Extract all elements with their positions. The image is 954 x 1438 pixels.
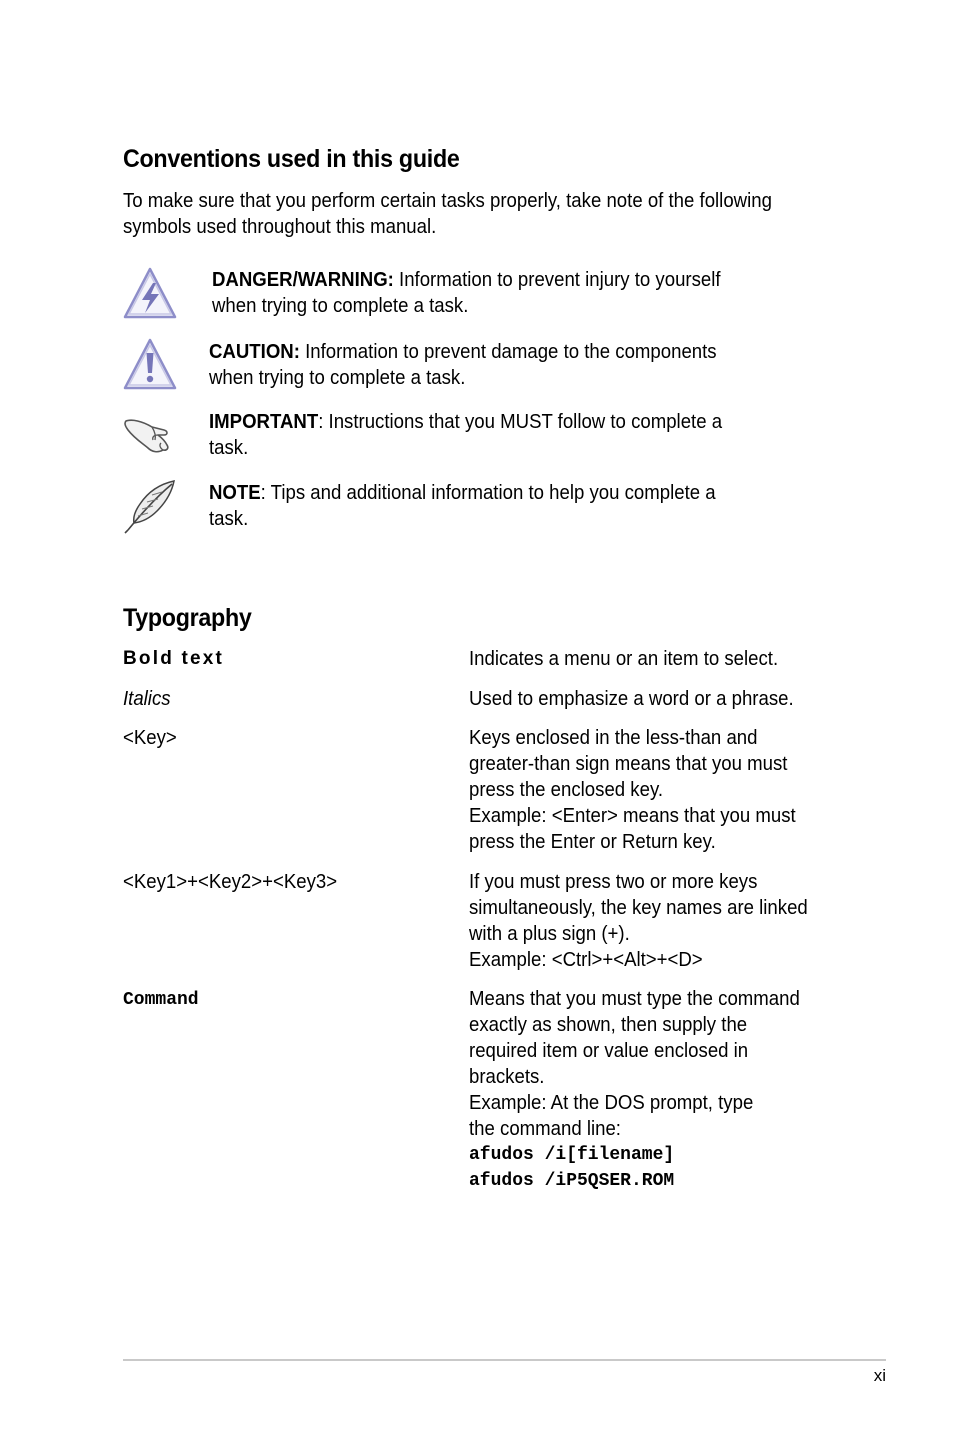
desc-line: Indicates a menu or an item to select.	[469, 648, 779, 670]
desc-line: Example: <Enter> means that you must	[469, 805, 796, 827]
typo-desc-bold	[469, 646, 778, 672]
desc-line: greater-than sign means that you must	[469, 753, 788, 775]
desc-line: brackets.	[469, 1066, 545, 1088]
note-label: NOTE	[209, 482, 261, 504]
desc-line: required item or value enclosed in	[469, 1040, 749, 1062]
typo-desc-key-combo	[469, 869, 808, 973]
note-note	[209, 480, 716, 532]
note-text-line-2: task.	[209, 437, 249, 459]
note-text: Information to prevent injury to yourself	[393, 269, 721, 291]
page-number: xi	[873, 1366, 886, 1385]
desc-line: Means that you must type the command	[469, 988, 800, 1010]
typo-term-key-combo: <Key1>+<Key2>+<Key3>	[123, 871, 338, 893]
desc-line: with a plus sign (+).	[469, 923, 630, 945]
note-text: Information to prevent damage to the components	[299, 341, 717, 363]
note-label: DANGER/WARNING:	[212, 269, 394, 291]
code-example: afudos /i[filename]	[469, 1145, 675, 1165]
note-feather-icon	[122, 478, 178, 534]
important-note	[209, 409, 722, 461]
code-example: afudos /iP5QSER.ROM	[469, 1171, 675, 1191]
caution-note	[209, 339, 717, 391]
intro-line-2: symbols used throughout this manual.	[123, 216, 437, 238]
note-label: IMPORTANT	[209, 411, 319, 433]
conventions-heading: Conventions used in this guide	[123, 145, 460, 173]
note-text-line-2: task.	[209, 508, 249, 530]
typo-term-command: Command	[123, 990, 199, 1010]
conventions-intro	[123, 188, 772, 240]
typo-desc-key	[469, 725, 796, 855]
note-label: CAUTION:	[209, 341, 300, 363]
desc-line: Example: At the DOS prompt, type	[469, 1092, 754, 1114]
desc-line: exactly as shown, then supply the	[469, 1014, 748, 1036]
typo-term-key: <Key>	[123, 727, 177, 749]
note-text: : Instructions that you MUST follow to complete a	[318, 411, 723, 433]
important-hand-icon	[122, 408, 178, 464]
desc-line: the command line:	[469, 1118, 621, 1140]
desc-line: press the enclosed key.	[469, 779, 664, 801]
typo-term-bold: Bold text	[123, 648, 225, 669]
typo-term-italics: Italics	[123, 688, 171, 710]
note-text: : Tips and additional information to help you complete a	[260, 482, 716, 504]
note-text-line-2: when trying to complete a task.	[209, 367, 466, 389]
desc-line: If you must press two or more keys	[469, 871, 758, 893]
danger-warning-note	[212, 267, 721, 319]
typo-desc-command	[469, 986, 800, 1194]
desc-line: Keys enclosed in the less-than and	[469, 727, 758, 749]
typo-desc-italics	[469, 686, 794, 712]
typography-heading: Typography	[123, 604, 252, 632]
note-text-line-2: when trying to complete a task.	[212, 295, 469, 317]
desc-line: simultaneously, the key names are linked	[469, 897, 808, 919]
desc-line: Used to emphasize a word or a phrase.	[469, 688, 794, 710]
desc-line: press the Enter or Return key.	[469, 831, 716, 853]
danger-warning-icon	[122, 265, 178, 321]
intro-line-1: To make sure that you perform certain tasks properly, take note of the following	[123, 190, 772, 212]
desc-line: Example: <Ctrl>+<Alt>+<D>	[469, 949, 703, 971]
footer-rule	[123, 1359, 886, 1361]
caution-icon	[122, 336, 178, 392]
